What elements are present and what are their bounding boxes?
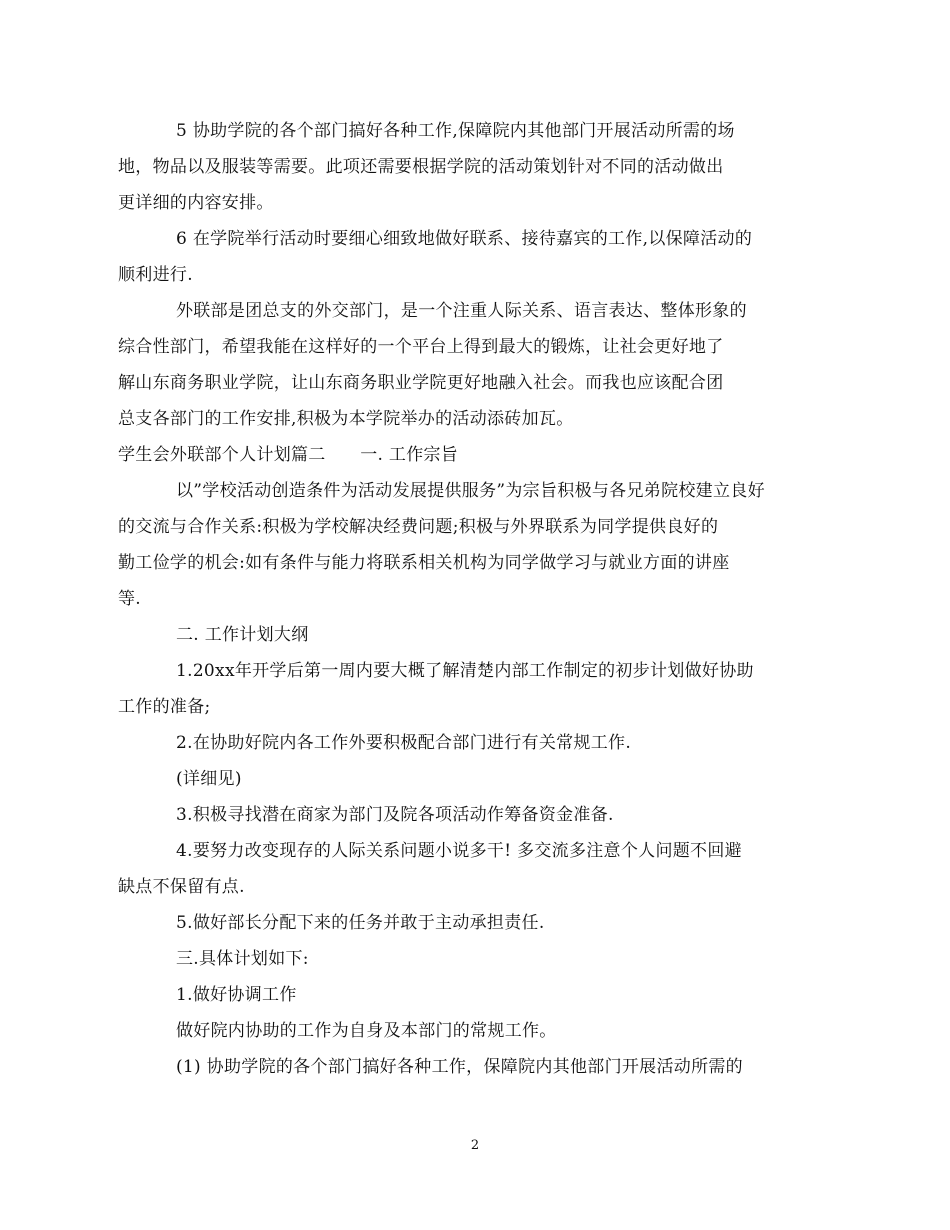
paragraph-line: 5 协助学院的各个部门搞好各种工作,保障院内其他部门开展活动所需的场	[176, 121, 735, 141]
list-item: 4.要努力改变现存的人际关系问题小说多干! 多交流多注意个人问题不回避	[176, 841, 742, 861]
paragraph-line: 做好院内协助的工作为自身及本部门的常规工作。	[176, 1021, 557, 1041]
list-item: 5.做好部长分配下来的任务并敢于主动承担责任.	[176, 913, 545, 933]
paragraph-line: 以”学校活动创造条件为活动发展提供服务”为宗旨积极与各兄弟院校建立良好	[176, 481, 765, 501]
paragraph-line: 解山东商务职业学院，让山东商务职业学院更好地融入社会。而我也应该配合团	[118, 373, 724, 393]
paragraph-line: 的交流与合作关系:积极为学校解决经费问题;积极与外界联系为同学提供良好的	[118, 517, 719, 537]
paragraph-line: 更详细的内容安排。	[118, 193, 274, 213]
paragraph-line: 顺利进行.	[118, 265, 193, 285]
list-item-continuation: 缺点不保留有点.	[118, 877, 245, 897]
paragraph-line: 综合性部门，希望我能在这样好的一个平台上得到最大的锻炼，让社会更好地了	[118, 337, 724, 357]
list-item: 2.在协助好院内各工作外要积极配合部门进行有关常规工作.	[176, 733, 632, 753]
paragraph-line: (1) 协助学院的各个部门搞好各种工作，保障院内其他部门开展活动所需的	[176, 1057, 743, 1077]
subsection-heading: 1.做好协调工作	[176, 985, 297, 1005]
paragraph-line: 外联部是团总支的外交部门，是一个注重人际关系、语言表达、整体形象的	[176, 301, 747, 321]
list-item: 1.20xx年开学后第一周内要大概了解清楚内部工作制定的初步计划做好协助	[176, 661, 754, 681]
paragraph-line: 6 在学院举行活动时要细心细致地做好联系、接待嘉宾的工作,以保障活动的	[176, 229, 753, 249]
paragraph-line: (详细见)	[176, 769, 242, 789]
paragraph-line: 地，物品以及服装等需要。此项还需要根据学院的活动策划针对不同的活动做出	[118, 157, 724, 177]
page-number: 2	[470, 1138, 480, 1153]
section-heading: 二. 工作计划大纲	[176, 625, 309, 645]
section-heading: 学生会外联部个人计划篇二 一. 工作宗旨	[118, 445, 459, 465]
paragraph-line: 等.	[118, 589, 142, 609]
paragraph-line: 勤工俭学的机会:如有条件与能力将联系相关机构为同学做学习与就业方面的讲座	[118, 553, 730, 573]
list-item-continuation: 工作的准备;	[118, 697, 211, 717]
list-item: 3.积极寻找潜在商家为部门及院各项活动作筹备资金准备.	[176, 805, 614, 825]
section-heading: 三.具体计划如下:	[176, 949, 309, 969]
paragraph-line: 总支各部门的工作安排,积极为本学院举办的活动添砖加瓦。	[118, 409, 574, 429]
